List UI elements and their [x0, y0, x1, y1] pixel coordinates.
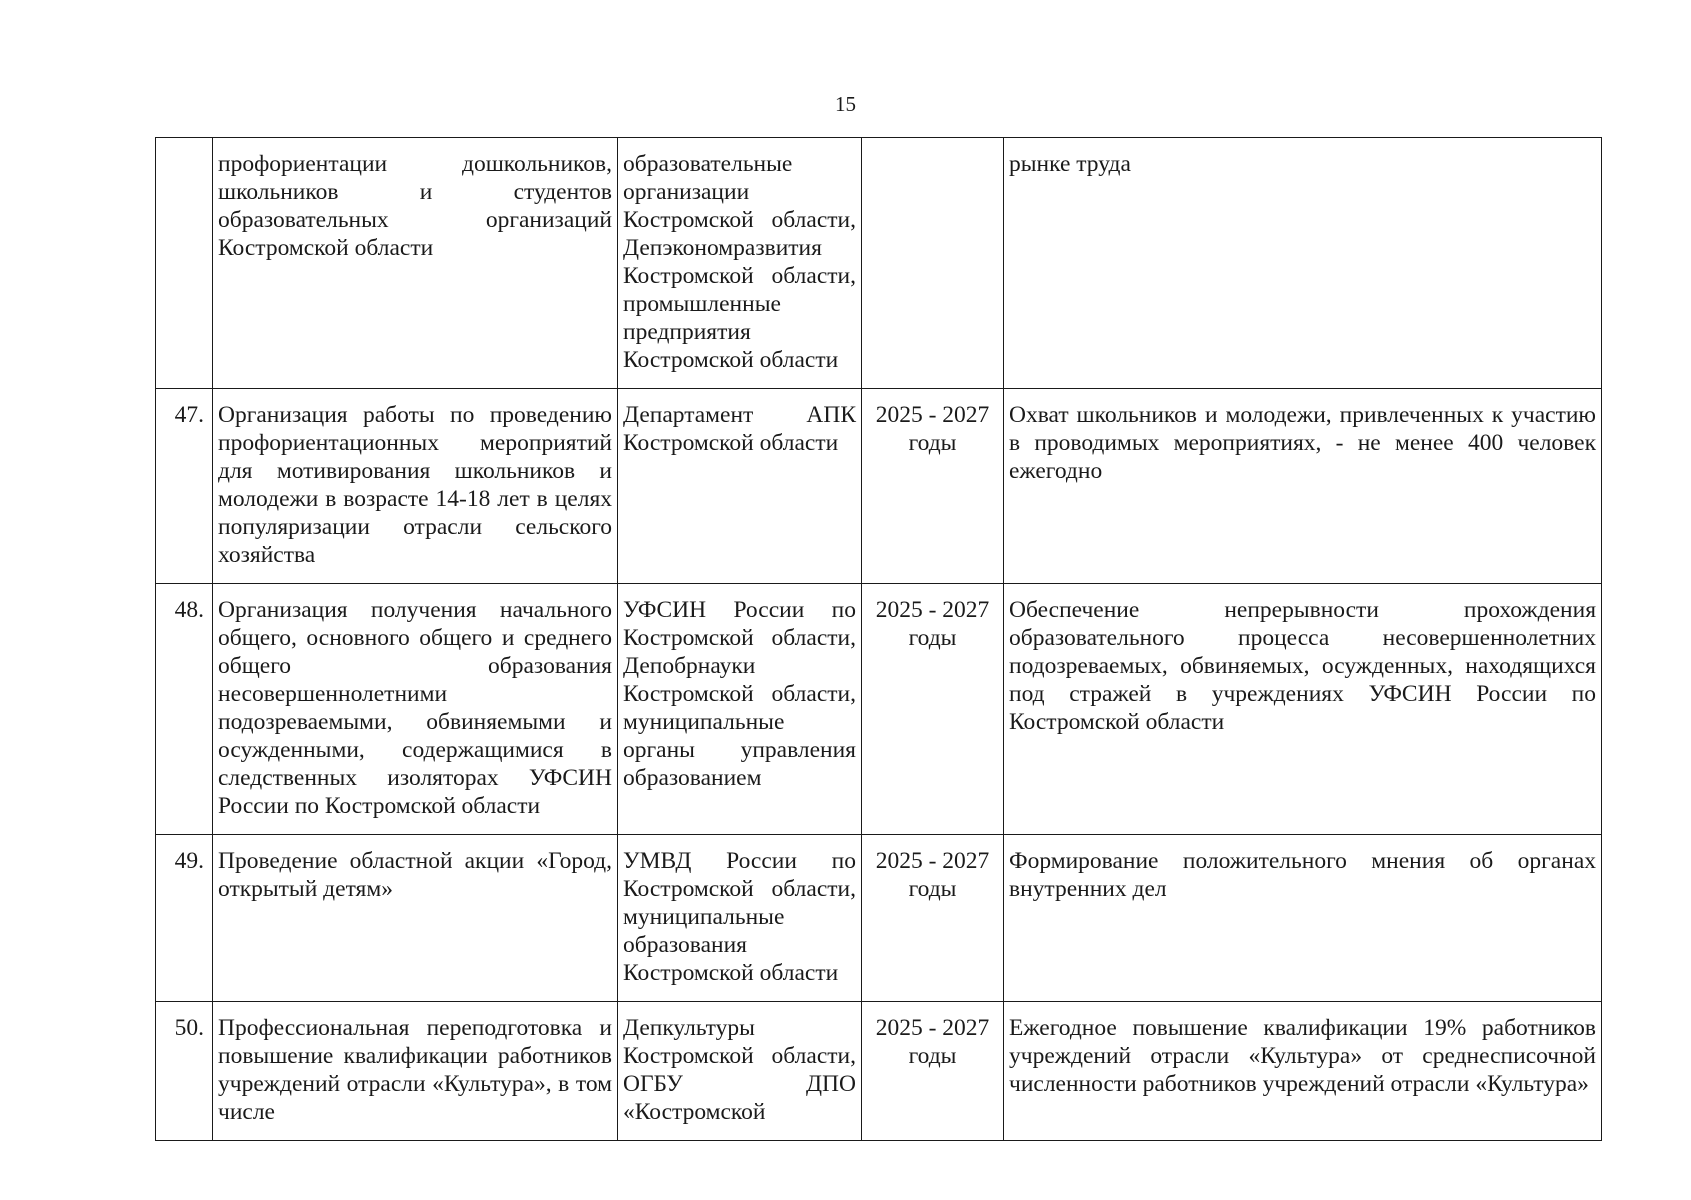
- result-cell: Ежегодное повышение квалификации 19% работников учреждений отрасли «Культура» от среднесписочной численности работников учреждений отрасли «Культура»: [1004, 1002, 1602, 1141]
- row-number: 49.: [156, 835, 213, 1002]
- plan-table: [155, 137, 1602, 1141]
- term-cell: [862, 835, 1004, 1002]
- event-cell: профориентации дошкольников, школьников и студентов образовательных организаций Костромской области: [213, 138, 618, 389]
- result-cell: Формирование положительного мнения об органах внутренних дел: [1004, 835, 1602, 1002]
- event-cell: Организация работы по проведению профориентационных мероприятий для мотивирования школьников и молодежи в возрасте 14-18 лет в целях популяризации отрасли сельского хозяйства: [213, 389, 618, 584]
- table-row: [156, 1002, 1602, 1141]
- executor-cell: Департамент АПК Костромской области: [618, 389, 862, 584]
- term-unit: годы: [908, 1043, 957, 1069]
- executor-cell: УФСИН России по Костромской области, Депобрнауки Костромской области, муниципальные органы управления образованием: [618, 584, 862, 835]
- table-row: [156, 584, 1602, 835]
- event-cell: Профессиональная переподготовка и повышение квалификации работников учреждений отрасли «Культура», в том числе: [213, 1002, 618, 1141]
- row-number: 50.: [156, 1002, 213, 1141]
- term-cell: [862, 389, 1004, 584]
- term-cell: [862, 138, 1004, 389]
- event-cell: Проведение областной акции «Город, открытый детям»: [213, 835, 618, 1002]
- executor-cell: Депкультуры Костромской области, ОГБУ ДПО «Костромской: [618, 1002, 862, 1141]
- table-row: [156, 138, 1602, 389]
- result-cell: Обеспечение непрерывности прохождения образовательного процесса несовершеннолетних подозреваемых, обвиняемых, осужденных, находящихся под стражей в учреждениях УФСИН России по Костромской области: [1004, 584, 1602, 835]
- term-years: 2025 - 2027: [875, 597, 990, 623]
- term-unit: годы: [908, 430, 957, 456]
- executor-cell: образовательные организации Костромской области, Депэкономразвития Костромской области, промышленные предприятия Костромской области: [618, 138, 862, 389]
- term-years: 2025 - 2027: [875, 402, 990, 428]
- table-row: [156, 389, 1602, 584]
- term-unit: годы: [908, 876, 957, 902]
- event-cell: Организация получения начального общего, основного общего и среднего общего образования несовершеннолетними подозреваемыми, обвиняемыми и осужденными, содержащимися в следственных изоляторах УФСИН России по Костромской области: [213, 584, 618, 835]
- term-cell: [862, 1002, 1004, 1141]
- row-number: [156, 138, 213, 389]
- result-cell: рынке труда: [1004, 138, 1602, 389]
- row-number: 47.: [156, 389, 213, 584]
- result-cell: Охват школьников и молодежи, привлеченных к участию в проводимых мероприятиях, - не менее 400 человек ежегодно: [1004, 389, 1602, 584]
- term-years: 2025 - 2027: [875, 1015, 990, 1041]
- term-unit: годы: [908, 625, 957, 651]
- row-number: 48.: [156, 584, 213, 835]
- term-cell: [862, 584, 1004, 835]
- executor-cell: УМВД России по Костромской области, муниципальные образования Костромской области: [618, 835, 862, 1002]
- term-years: 2025 - 2027: [875, 848, 990, 874]
- page-number: 15: [835, 92, 856, 116]
- table-row: [156, 835, 1602, 1002]
